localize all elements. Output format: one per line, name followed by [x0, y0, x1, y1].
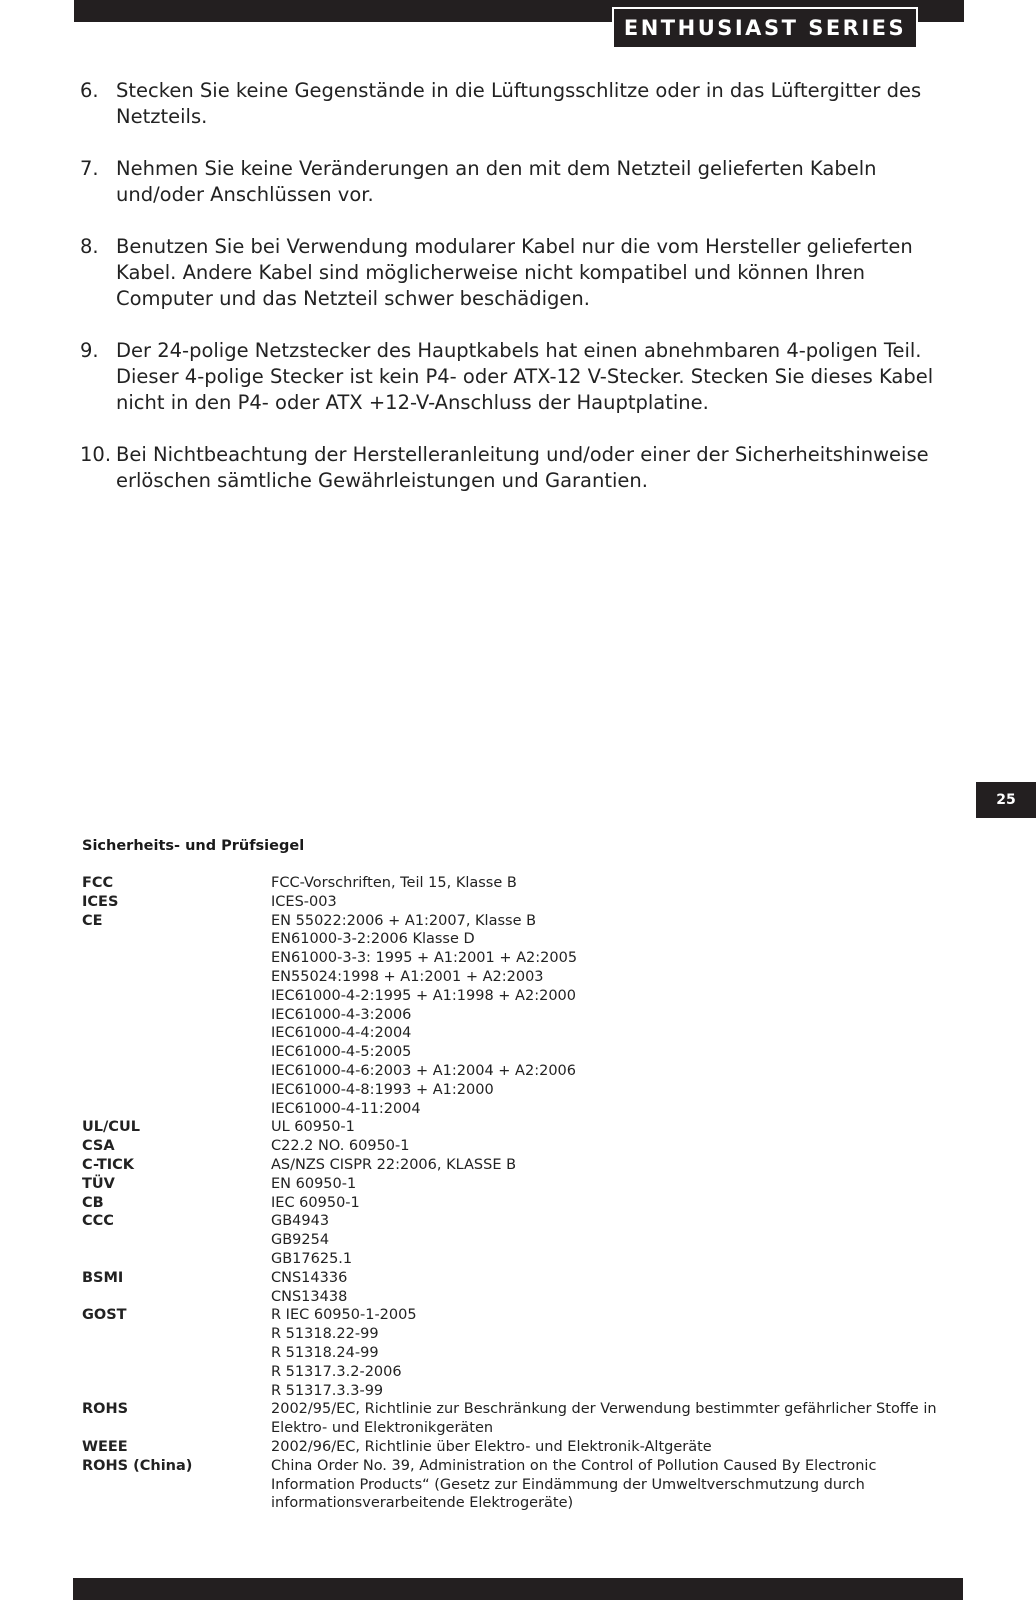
page-number-tab [976, 782, 1036, 818]
certification-standard: ICES-003 [271, 893, 337, 910]
certification-row [82, 1457, 962, 1513]
certification-row [82, 1175, 962, 1194]
certification-row [82, 1269, 962, 1307]
certification-standard: IEC61000-4-5:2005 [271, 1044, 412, 1061]
certification-standard: IEC61000-4-8:1993 + A1:2000 [271, 1081, 494, 1098]
certification-code: CB [82, 1194, 104, 1211]
certification-standard: IEC 60950-1 [271, 1194, 360, 1211]
certification-code: ROHS [82, 1401, 129, 1418]
certification-standards [271, 1269, 962, 1307]
certification-standards [271, 1175, 962, 1194]
safety-item-number: 6. [80, 79, 99, 102]
certification-code: ICES [82, 893, 119, 910]
safety-item-text: Stecken Sie keine Gegenstände in die Lüftungsschlitze oder in das Lüftergitter des Netzteils. [116, 79, 922, 128]
safety-item-text: Der 24-polige Netzstecker des Hauptkabels hat einen abnehmbaren 4-poligen Teil. Dieser 4-polige Stecker ist kein P4- oder ATX-12 V-Stecker. Stecken Sie dieses Kabel nicht in den P4- oder ATX +12-V-Anschluss der Hauptplatine. [116, 339, 934, 414]
safety-item [80, 78, 960, 130]
certification-standards [271, 1438, 962, 1457]
certification-standard: GB17625.1 [271, 1250, 353, 1267]
safety-item-number: 10. [80, 443, 112, 466]
certification-row [82, 1212, 962, 1268]
certification-standard: 2002/96/EC, Richtlinie über Elektro- und Elektronik-Altgeräte [271, 1438, 712, 1455]
safety-item-text: Nehmen Sie keine Veränderungen an den mit dem Netzteil gelieferten Kabeln und/oder Anschlüssen vor. [116, 157, 877, 206]
certification-standard: China Order No. 39, Administration on the Control of Pollution Caused By Electronic Information Products“ (Gesetz zur Eindämmung der Umweltverschmutzung durch informationsverarbeitende Elektrogeräte) [271, 1457, 877, 1512]
safety-item [80, 338, 960, 416]
certification-code: TÜV [82, 1175, 115, 1192]
footer-bar [73, 1578, 963, 1600]
certification-standard: EN 55022:2006 + A1:2007, Klasse B [271, 912, 537, 929]
certification-standards [271, 1156, 962, 1175]
certification-standards [271, 1306, 962, 1400]
certification-standard: GB4943 [271, 1213, 330, 1230]
certification-row [82, 1194, 962, 1213]
safety-item [80, 442, 960, 494]
page-number: 25 [996, 792, 1016, 808]
certification-standard: EN61000-3-2:2006 Klasse D [271, 931, 475, 948]
certification-standards [271, 1457, 962, 1513]
series-title-badge [612, 7, 918, 49]
certification-standard: EN 60950-1 [271, 1175, 357, 1192]
safety-item-number: 8. [80, 235, 99, 258]
certification-row [82, 1118, 962, 1137]
certification-code: C-TICK [82, 1156, 135, 1173]
certification-row [82, 1156, 962, 1175]
certification-standard: IEC61000-4-11:2004 [271, 1100, 421, 1117]
safety-item-text: Benutzen Sie bei Verwendung modularer Kabel nur die vom Hersteller gelieferten Kabel. Andere Kabel sind möglicherweise nicht kompatibel und können Ihren Computer und das Netzteil schwer beschädigen. [116, 235, 913, 310]
safety-item [80, 156, 960, 208]
safety-item [80, 234, 960, 312]
certification-code: BSMI [82, 1269, 124, 1286]
certification-code: UL/CUL [82, 1119, 140, 1136]
certification-row [82, 1400, 962, 1438]
certification-code: ROHS (China) [82, 1457, 193, 1474]
certification-standards [271, 1400, 962, 1438]
certification-standards [271, 912, 962, 1119]
certification-standards [271, 1212, 962, 1268]
certifications-table [82, 874, 962, 1513]
certification-standard: CNS13438 [271, 1288, 348, 1305]
certification-standard: AS/NZS CISPR 22:2006, KLASSE B [271, 1156, 517, 1173]
certification-standard: IEC61000-4-6:2003 + A1:2004 + A2:2006 [271, 1062, 576, 1079]
certification-standards [271, 874, 962, 893]
certification-standard: EN55024:1998 + A1:2001 + A2:2003 [271, 968, 544, 985]
certification-standards [271, 1118, 962, 1137]
safety-item-text: Bei Nichtbeachtung der Herstelleranleitung und/oder einer der Sicherheitshinweise erlöschen sämtliche Gewährleistungen und Garantien. [116, 443, 929, 492]
certification-standard: R 51317.3.3-99 [271, 1382, 384, 1399]
certification-standard: 2002/95/EC, Richtlinie zur Beschränkung der Verwendung bestimmter gefährlicher Stoffe in Elektro- und Elektronikgeräten [271, 1401, 937, 1437]
certification-standards [271, 1194, 962, 1213]
certification-standard: IEC61000-4-3:2006 [271, 1006, 412, 1023]
certification-standard: R IEC 60950-1-2005 [271, 1307, 417, 1324]
safety-item-number: 7. [80, 157, 99, 180]
certification-row [82, 1438, 962, 1457]
certification-row [82, 893, 962, 912]
certification-standards [271, 893, 962, 912]
certification-code: GOST [82, 1307, 127, 1324]
certification-code: WEEE [82, 1438, 128, 1455]
certification-row [82, 912, 962, 1119]
certification-code: CE [82, 912, 103, 929]
certification-standard: UL 60950-1 [271, 1119, 355, 1136]
certification-standard: R 51318.24-99 [271, 1344, 379, 1361]
certification-row [82, 1306, 962, 1400]
certification-standard: EN61000-3-3: 1995 + A1:2001 + A2:2005 [271, 950, 578, 967]
series-title: ENTHUSIAST SERIES [623, 16, 907, 40]
safety-item-number: 9. [80, 339, 99, 362]
certification-standard: FCC-Vorschriften, Teil 15, Klasse B [271, 875, 517, 891]
certification-standard: C22.2 NO. 60950-1 [271, 1138, 410, 1155]
certification-standard: IEC61000-4-4:2004 [271, 1025, 412, 1042]
certification-row [82, 874, 962, 893]
certification-standard: CNS14336 [271, 1269, 348, 1286]
certifications-title: Sicherheits- und Prüfsiegel [82, 838, 305, 854]
certification-standard: IEC61000-4-2:1995 + A1:1998 + A2:2000 [271, 987, 576, 1004]
certification-code: FCC [82, 875, 114, 891]
certification-standards [271, 1137, 962, 1156]
certification-standard: R 51317.3.2-2006 [271, 1363, 402, 1380]
certification-code: CCC [82, 1213, 114, 1230]
safety-instructions-list [80, 78, 960, 520]
certification-row [82, 1137, 962, 1156]
certification-code: CSA [82, 1138, 115, 1155]
certification-standard: R 51318.22-99 [271, 1326, 379, 1343]
certification-standard: GB9254 [271, 1232, 330, 1249]
